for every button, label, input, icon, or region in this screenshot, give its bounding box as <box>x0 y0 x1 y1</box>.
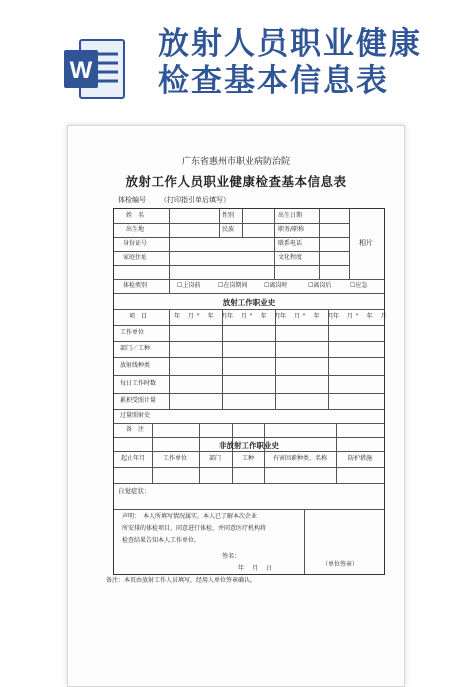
label-id-number: 身份证号 <box>123 240 148 247</box>
banner <box>0 0 474 118</box>
declaration-line-1: 声明： 本人所填写情况属实，本人已了解本次企业 <box>122 513 258 520</box>
info-form-table <box>113 208 390 575</box>
header-protective-measures: 防护措施 <box>347 455 373 462</box>
row-radiation-type: 放射线种类 <box>120 362 151 369</box>
period-header-3: 年 月" 年 月 <box>280 313 337 320</box>
checkbox-after-leaving[interactable]: ☐离岗后 <box>308 282 332 289</box>
section-radiation-history: 放射工作职业史 <box>222 298 276 307</box>
photo-box-label: 相片 <box>359 239 373 247</box>
row-department: 部门／工种 <box>120 345 151 352</box>
label-gender: 性别 <box>222 212 235 219</box>
exam-number-label: 体检编号 <box>118 196 146 204</box>
period-header-1: 年 月" 年 月 <box>174 313 231 320</box>
banner-title-line1: 放射人员职业健康 <box>158 26 422 62</box>
signature-label: 签名： <box>222 553 241 560</box>
row-overexposure: 过量照射史 <box>120 412 151 419</box>
exam-number-note: （打印指引单后填写） <box>160 196 230 204</box>
row-daily-hours: 每日工作时数 <box>120 380 157 387</box>
label-ethnicity: 民族 <box>222 226 235 233</box>
header-department: 部门 <box>208 455 222 462</box>
word-document-icon <box>62 38 126 100</box>
banner-title <box>158 26 458 100</box>
form-title: 放射工作人员职业健康检查基本信息表 <box>125 174 347 189</box>
checkbox-emergency[interactable]: ☐应急 <box>350 282 368 289</box>
unit-stamp-label: （单位签章） <box>322 561 359 568</box>
word-letter: W <box>69 57 93 84</box>
footnote: 备注：本页由放射工作人员填写，经用人单位签章确认。 <box>106 577 257 584</box>
section-non-radiation-history: 非放射工作职业史 <box>219 441 279 450</box>
label-birthplace: 出生地 <box>126 226 145 233</box>
row-cumulative-dose: 累积受照计量 <box>120 397 157 404</box>
period-header-4: 年 月" 年 月 <box>333 313 390 320</box>
checkbox-leaving-post[interactable]: ☐离岗时 <box>264 282 288 289</box>
header-period: 起止年月 <box>120 455 146 462</box>
label-item: 项 目 <box>129 313 148 320</box>
row-remarks: 备 注 <box>126 426 145 433</box>
row-work-unit: 工作单位 <box>120 329 145 336</box>
label-education: 文化程度 <box>278 254 303 261</box>
checkbox-pre-employment[interactable]: ☐上岗前 <box>177 282 201 289</box>
label-birth-date: 出生日期 <box>278 212 303 219</box>
header-job-type: 工种 <box>241 455 255 462</box>
declaration-line-3: 检查结果告知本人工作单位。 <box>122 537 201 544</box>
label-exam-type: 体检类别 <box>123 282 148 289</box>
document-page <box>67 125 405 687</box>
date-label: 年 月 日 <box>238 565 274 572</box>
header-work-unit: 工作单位 <box>162 455 188 462</box>
banner-title-line2: 检查基本信息表 <box>158 63 389 99</box>
declaration-line-2: 所安排的体检项目，同意进行体检，并同意医疗机构将 <box>122 525 267 532</box>
label-job-title: 职务/职称 <box>278 226 305 233</box>
organization-name: 广东省惠州市职业病防治院 <box>181 157 290 167</box>
label-symptoms: 自觉症状： <box>118 487 151 495</box>
label-name: 姓 名 <box>126 212 145 219</box>
checkbox-during-employment[interactable]: ☐在岗期间 <box>218 282 248 289</box>
header-hazard-factors: 有害因素种类、名称 <box>272 455 328 462</box>
label-phone: 联系电话 <box>278 240 303 247</box>
label-address: 家庭住址 <box>123 254 148 261</box>
period-header-2: 年 月" 年 月 <box>227 313 284 320</box>
